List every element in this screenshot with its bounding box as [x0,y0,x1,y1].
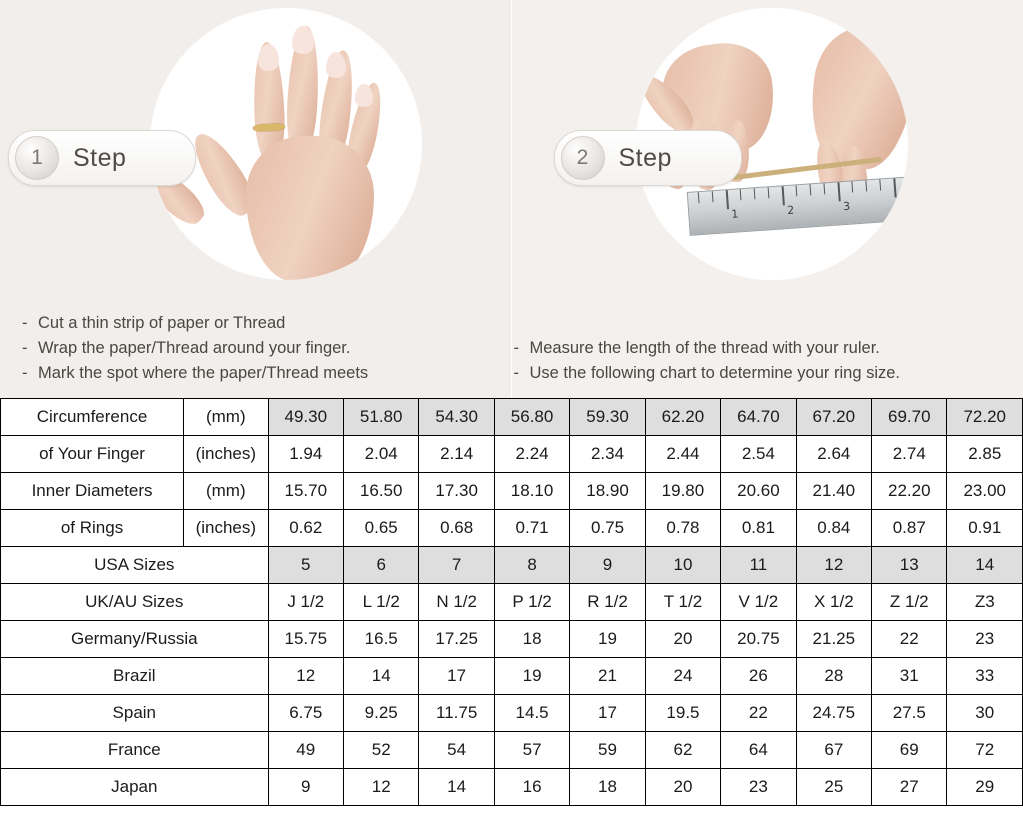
cell: X 1/2 [796,584,871,621]
cell: 31 [872,658,947,695]
cell: R 1/2 [570,584,645,621]
step-1-panel [0,0,512,398]
cell: 18 [570,769,645,806]
step-1-instruction-line [22,336,368,361]
cell: 23 [947,621,1023,658]
row-label: Japan [1,769,269,806]
cell: 17 [419,658,494,695]
cell: 1.94 [268,436,343,473]
cell: 62.20 [645,399,720,436]
cell: 57 [494,732,569,769]
cell: 30 [947,695,1023,732]
instruction-text: Use the following chart to determine your ring size. [529,364,901,382]
step-2-label: Step [618,143,672,172]
cell: 7 [419,547,494,584]
cell: 12 [268,658,343,695]
cell: 26 [721,658,796,695]
cell: 9 [570,547,645,584]
cell: 54.30 [419,399,494,436]
row-label: USA Sizes [1,547,269,584]
table-row [1,621,1023,658]
cell: 49.30 [268,399,343,436]
cell: 17.30 [419,473,494,510]
row-label: Circumference [1,399,184,436]
cell: 0.84 [796,510,871,547]
instruction-text: Measure the length of the thread with your ruler. [529,339,880,357]
cell: 8 [494,547,569,584]
cell: 17 [570,695,645,732]
cell: 0.75 [570,510,645,547]
row-label: Spain [1,695,269,732]
cell: 59 [570,732,645,769]
cell: 22.20 [872,473,947,510]
cell: 22 [872,621,947,658]
step-1-number: 1 [15,136,59,180]
cell: 51.80 [343,399,418,436]
cell: 69.70 [872,399,947,436]
cell: 6.75 [268,695,343,732]
step-1-instruction-line [22,361,368,386]
step-1-instructions [22,311,368,386]
steps-section [0,0,1023,398]
cell: 72.20 [947,399,1023,436]
table-row [1,436,1023,473]
step-2-badge [554,130,742,186]
cell: 16 [494,769,569,806]
cell: V 1/2 [721,584,796,621]
row-label: Inner Diameters [1,473,184,510]
row-label: of Rings [1,510,184,547]
cell: 28 [796,658,871,695]
cell: 18.90 [570,473,645,510]
instruction-text: Cut a thin strip of paper or Thread [38,314,286,332]
cell: 25 [796,769,871,806]
cell: 12 [343,769,418,806]
cell: 23.00 [947,473,1023,510]
cell: 12 [796,547,871,584]
step-2-number: 2 [561,136,605,180]
cell: Z3 [947,584,1023,621]
bullet-dash-icon: - [22,314,28,332]
step-2-panel [512,0,1023,398]
ring-size-table-wrapper [0,398,1023,806]
cell: P 1/2 [494,584,569,621]
cell: 27.5 [872,695,947,732]
cell: 54 [419,732,494,769]
cell: 0.65 [343,510,418,547]
cell: 0.87 [872,510,947,547]
cell: 2.44 [645,436,720,473]
cell: 69 [872,732,947,769]
cell: 9.25 [343,695,418,732]
cell: 21 [570,658,645,695]
cell: 64 [721,732,796,769]
cell: 14 [343,658,418,695]
step-1-label: Step [73,143,127,172]
table-row [1,510,1023,547]
cell: 0.91 [947,510,1023,547]
cell: 15.70 [268,473,343,510]
table-row [1,473,1023,510]
step-2-instructions [514,336,901,386]
table-row [1,399,1023,436]
cell: 72 [947,732,1023,769]
cell: 11.75 [419,695,494,732]
cell: 16.5 [343,621,418,658]
cell: 0.62 [268,510,343,547]
cell: 52 [343,732,418,769]
table-row [1,769,1023,806]
bullet-dash-icon: - [22,364,28,382]
row-label: of Your Finger [1,436,184,473]
row-label: Brazil [1,658,269,695]
cell: 19 [494,658,569,695]
cell: 2.14 [419,436,494,473]
instruction-text: Mark the spot where the paper/Thread meets [38,364,369,382]
cell: 6 [343,547,418,584]
cell: J 1/2 [268,584,343,621]
ruler-number: 1 [730,207,739,221]
cell: T 1/2 [645,584,720,621]
row-label: France [1,732,269,769]
bullet-dash-icon: - [22,339,28,357]
cell: 64.70 [721,399,796,436]
step-2-instruction-line [514,336,901,361]
cell: 20.75 [721,621,796,658]
cell: 24 [645,658,720,695]
cell: Z 1/2 [872,584,947,621]
row-unit: (mm) [184,399,268,436]
cell: 49 [268,732,343,769]
cell: 33 [947,658,1023,695]
ruler-number: 2 [786,203,795,218]
step-2-instruction-line [514,361,901,386]
step-1-badge [8,130,196,186]
cell: 2.74 [872,436,947,473]
cell: N 1/2 [419,584,494,621]
cell: 13 [872,547,947,584]
cell: 2.24 [494,436,569,473]
cell: 62 [645,732,720,769]
cell: 16.50 [343,473,418,510]
table-row [1,658,1023,695]
bullet-dash-icon: - [513,364,519,382]
cell: 22 [721,695,796,732]
row-unit: (inches) [184,510,268,547]
cell: 2.04 [343,436,418,473]
cell: 2.34 [570,436,645,473]
cell: 11 [721,547,796,584]
cell: 20 [645,621,720,658]
cell: 18.10 [494,473,569,510]
cell: 67.20 [796,399,871,436]
cell: 21.25 [796,621,871,658]
table-row [1,584,1023,621]
cell: 5 [268,547,343,584]
cell: 24.75 [796,695,871,732]
table-row [1,547,1023,584]
cell: 20 [645,769,720,806]
bullet-dash-icon: - [513,339,519,357]
cell: 20.60 [721,473,796,510]
table-row [1,695,1023,732]
table-row [1,732,1023,769]
cell: 19 [570,621,645,658]
row-unit: (inches) [184,436,268,473]
row-label: Germany/Russia [1,621,269,658]
row-label: UK/AU Sizes [1,584,269,621]
ring-size-table [0,398,1023,806]
cell: 0.78 [645,510,720,547]
cell: 29 [947,769,1023,806]
cell: 14 [947,547,1023,584]
cell: 2.54 [721,436,796,473]
cell: 14 [419,769,494,806]
cell: 10 [645,547,720,584]
ruler-number: 3 [842,199,851,214]
instruction-text: Wrap the paper/Thread around your finger. [38,339,351,357]
cell: L 1/2 [343,584,418,621]
cell: 0.81 [721,510,796,547]
cell: 15.75 [268,621,343,658]
cell: 23 [721,769,796,806]
cell: 27 [872,769,947,806]
cell: 0.71 [494,510,569,547]
cell: 18 [494,621,569,658]
step-1-instruction-line [22,311,368,336]
cell: 67 [796,732,871,769]
cell: 9 [268,769,343,806]
cell: 2.85 [947,436,1023,473]
cell: 14.5 [494,695,569,732]
cell: 0.68 [419,510,494,547]
cell: 21.40 [796,473,871,510]
cell: 56.80 [494,399,569,436]
cell: 59.30 [570,399,645,436]
cell: 19.5 [645,695,720,732]
cell: 19.80 [645,473,720,510]
cell: 2.64 [796,436,871,473]
row-unit: (mm) [184,473,268,510]
cell: 17.25 [419,621,494,658]
